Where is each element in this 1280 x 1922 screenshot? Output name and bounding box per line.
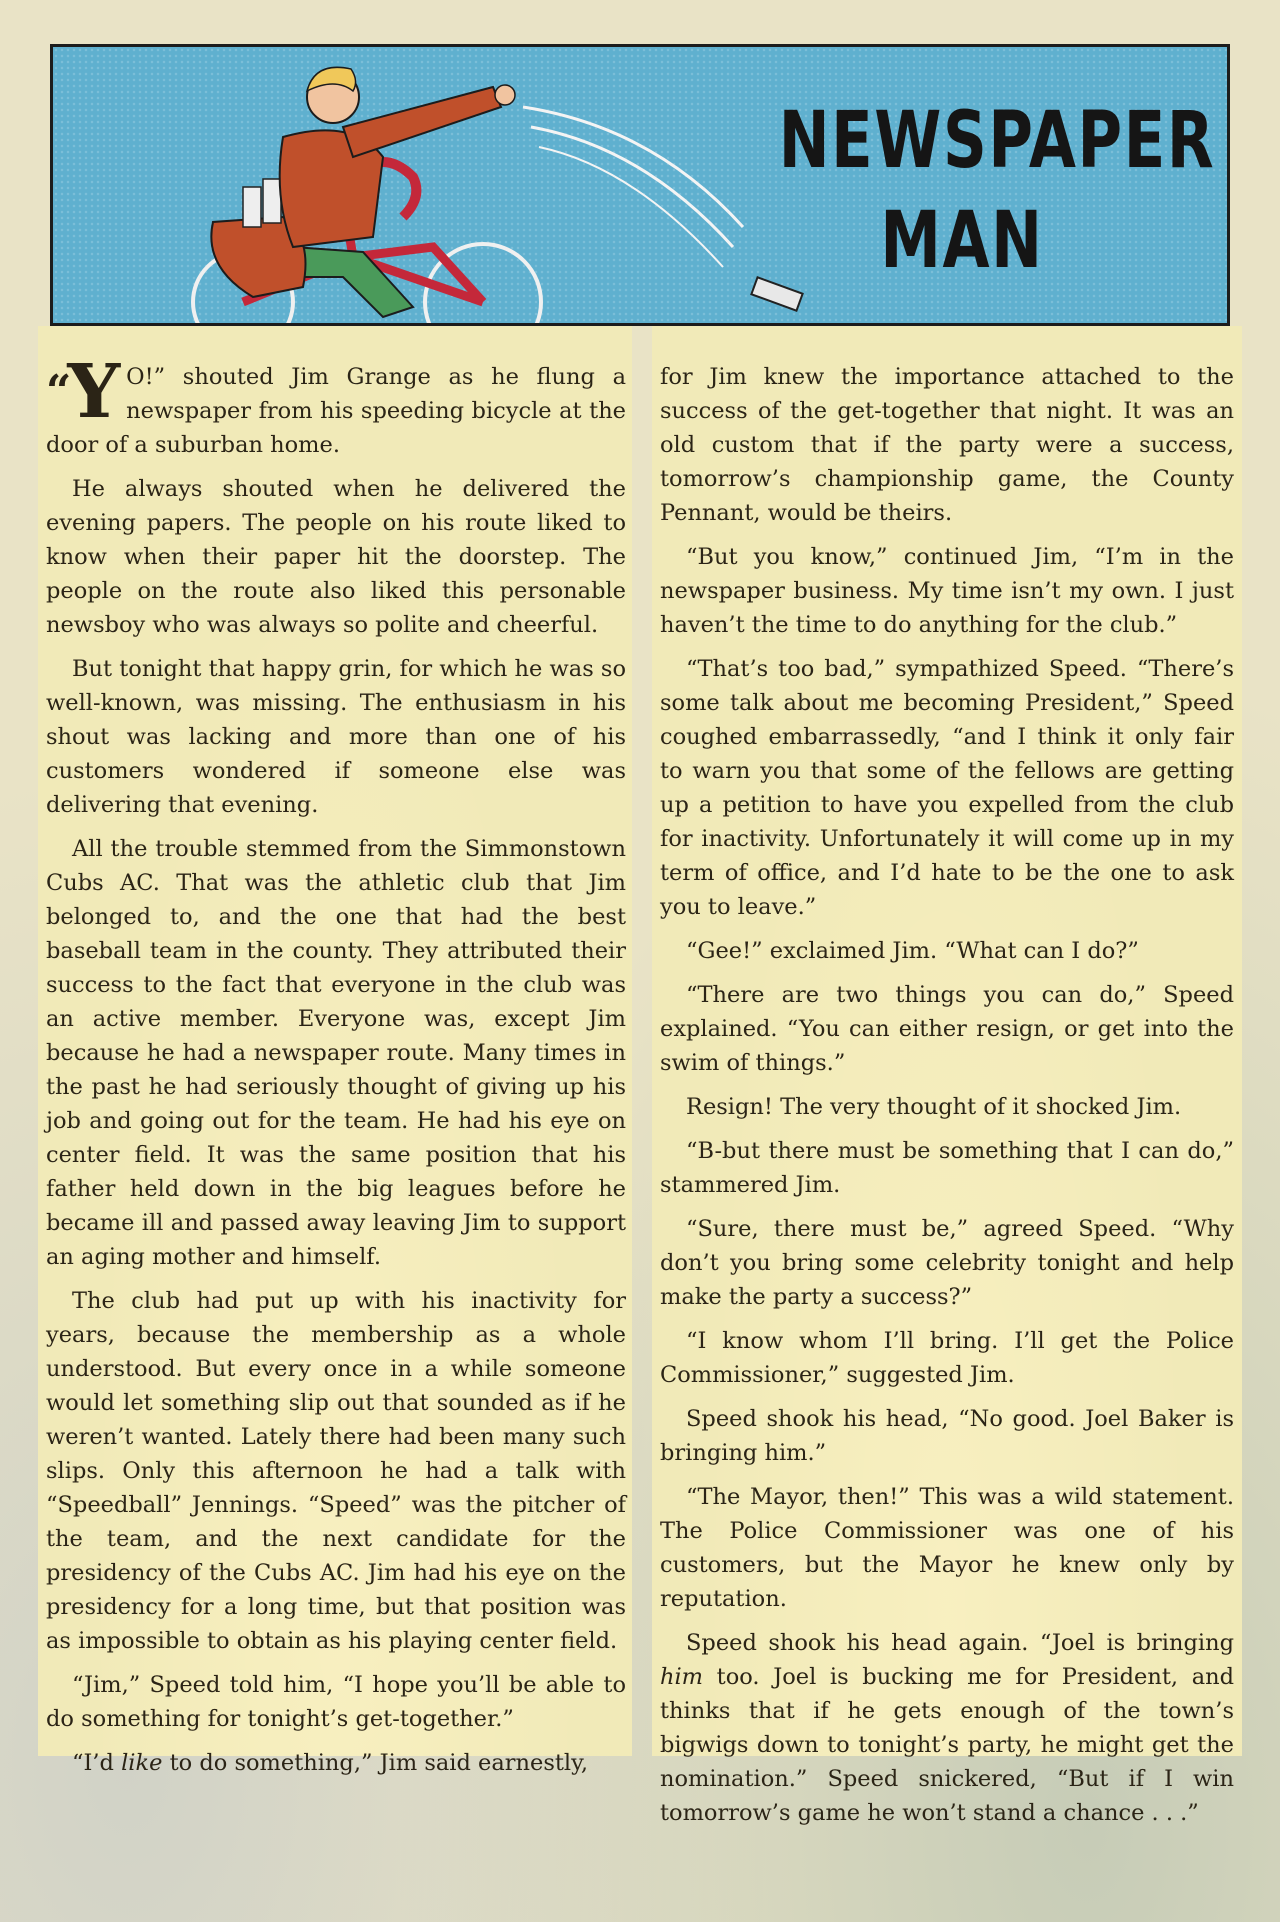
story-paragraph: All the trouble stemmed from the Simmonstown Cubs AC. That was the athletic club that Jim belonged to, and the one that had the best baseball team in the county. They attributed their success to the fact that everyone in the club was an active member. Everyone was, except Jim because he had a newspaper route. Many times in the past he had seriously thought of giving up his job and going out for the team. He had his eye on center field. It was the same position that his father held down in the big leagues before he became ill and passed away leaving Jim to support an aging mother and himself.	[46, 836, 626, 1270]
story-column-left	[46, 349, 626, 1790]
story-paragraph: Resign! The very thought of it shocked Jim.	[686, 1094, 1182, 1120]
story-paragraph: Speed shook his head, “No good. Joel Baker is bringing him.”	[660, 1406, 1234, 1466]
story-paragraph: “Sure, there must be,” agreed Speed. “Why don’t you bring some celebrity tonight and help make the party a success?”	[660, 1216, 1234, 1310]
story-column-right	[660, 360, 1234, 1840]
story-paragraph: The club had put up with his inactivity for years, because the membership as a whole understood. But every once in a while someone would let something slip out that sounded as if he weren’t wanted. Lately there had been many such slips. Only this afternoon he had a talk with “Speedball” Jennings. “Speed” was the pitcher of the team, and the next candidate for the presidency of the Cubs AC. Jim had his eye on the presidency for a long time, but that position was as impossible to obtain as his playing center field.	[46, 1288, 626, 1654]
story-paragraph: Speed shook his head again. “Joel is bringing him too. Joel is bucking me for President, and thinks that if he gets enough of the town’s bigwigs down to tonight’s party, he might get the nomination.” Speed snickered, “But if I win tomorrow’s game he won’t stand a chance . . .”	[660, 1630, 1234, 1826]
story-paragraph: “There are two things you can do,” Speed explained. “You can either resign, or get into the swim of things.”	[660, 982, 1234, 1076]
title-line-1: NEWSPAPER	[778, 96, 1216, 186]
story-paragraph: “I’d like to do something,” Jim said earnestly,	[72, 1750, 588, 1776]
story-paragraph: “Gee!” exclaimed Jim. “What can I do?”	[686, 938, 1139, 964]
story-paragraph: “Y O!” shouted Jim Grange as he flung a newspaper from his speeding bicycle at the door of a suburban home.	[46, 349, 626, 458]
story-paragraph: “That’s too bad,” sympathized Speed. “There’s some talk about me becoming President,” Speed coughed embarrassedly, “and I think it only fair to warn you that some of the fellows are getting up a petition to have you expelled from the club for inactivity. Unfortunately it will come up in my term of office, and I’d hate to be the one to ask you to leave.”	[660, 656, 1234, 920]
story-title	[778, 91, 1216, 291]
drop-cap: “Y	[46, 349, 121, 435]
story-paragraph: He always shouted when he delivered the evening papers. The people on his route liked to know when their paper hit the doorstep. The people on the route also liked this personable newsboy who was always so polite and cheerful.	[46, 476, 626, 638]
story-paragraph: “The Mayor, then!” This was a wild statement. The Police Commissioner was one of his customers, but the Mayor he knew only by reputation.	[660, 1484, 1234, 1612]
story-paragraph: “Jim,” Speed told him, “I hope you’ll be able to do something for tonight’s get-together.”	[46, 1672, 626, 1732]
story-paragraph: “But you know,” continued Jim, “I’m in the newspaper business. My time isn’t my own. I just haven’t the time to do anything for the club.”	[660, 544, 1234, 638]
story-paragraph: “B-but there must be something that I can do,” stammered Jim.	[660, 1138, 1234, 1198]
title-line-2: MAN	[880, 196, 1044, 286]
story-paragraph: for Jim knew the importance attached to the success of the get-together that night. It was an old custom that if the party were a success, tomorrow’s championship game, the County Pennant, would be theirs.	[660, 364, 1234, 526]
story-paragraph: “I know whom I’ll bring. I’ll get the Police Commissioner,” suggested Jim.	[660, 1328, 1234, 1388]
title-panel	[50, 44, 1230, 326]
story-paragraph: But tonight that happy grin, for which he was so well-known, was missing. The enthusiasm in his shout was lacking and more than one of his customers wondered if someone else was delivering that evening.	[46, 656, 626, 818]
